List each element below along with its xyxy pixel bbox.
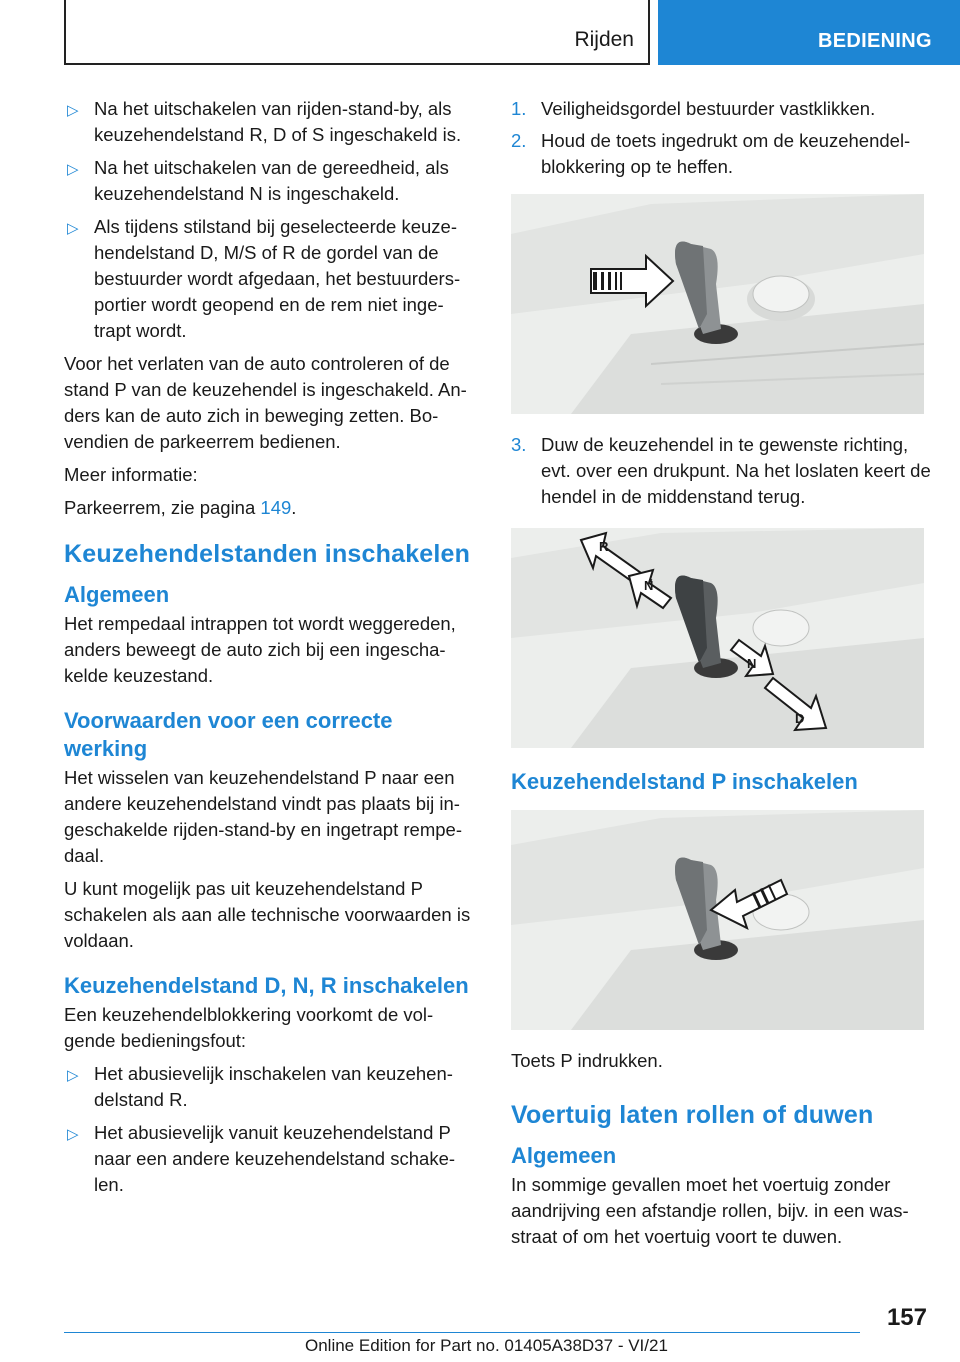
gear-lever-unlock-illustration — [511, 194, 924, 414]
list-item: ▷ Het abusievelijk inschakelen van keuzehen-delstand R. — [67, 1063, 453, 1110]
page-link[interactable]: 149 — [260, 497, 292, 518]
list-item: ▷ Na het uitschakelen van rijden-stand-by, als keuzehendelstand R, D of S ingeschakeld is. — [67, 98, 462, 145]
list-item: ▷ Na het uitschakelen van de gereedheid, als keuzehendelstand N is ingeschakeld. — [67, 157, 449, 204]
paragraph: Het wisselen van keuzehendelstand P naar een andere keuzehendelstand vindt pas plaats bij in-geschakelde rijden-stand-by en ingetrapt rempe-daal. — [64, 767, 462, 866]
gear-label-n-lower: N — [747, 656, 757, 671]
right-column — [511, 96, 931, 1257]
header-chapter-title: BEDIENING — [818, 30, 932, 52]
section-heading: Keuzehendelstanden inschakelen — [64, 540, 471, 568]
step-item: 2. Houd de toets ingedrukt om de keuzehendel-blokkering op te heffen. — [511, 130, 911, 177]
paragraph: Het rempedaal intrappen tot wordt weggereden, anders beweegt de auto zich bij een ingescha-kelde keuzestand. — [64, 613, 456, 686]
paragraph: U kunt mogelijk pas uit keuzehendelstand P schakelen als aan alle technische voorwaarden is voldaan. — [64, 878, 471, 951]
triangle-bullet-icon: ▷ — [67, 1126, 79, 1143]
subsection-heading: Keuzehendelstand P inschakelen — [511, 769, 858, 794]
list-item: ▷ Het abusievelijk vanuit keuzehendelstand P naar een andere keuzehendelstand schake-len. — [67, 1122, 456, 1195]
cross-reference: Parkeerrem, zie pagina 149. — [64, 497, 297, 518]
paragraph: Meer informatie: — [64, 464, 198, 485]
park-button-illustration — [511, 810, 924, 1030]
page-number: 157 — [886, 1304, 927, 1331]
footer-divider — [64, 1332, 860, 1333]
list-item: ▷ Als tijdens stilstand bij geselecteerde keuze-hendelstand D, M/S of R de gordel van de bestuurder wordt afgedaan, het bestuurders-portier wordt geopend en de rem niet inge-trapt wordt. — [67, 216, 461, 341]
subsection-heading: Algemeen — [511, 1143, 617, 1168]
triangle-bullet-icon: ▷ — [67, 220, 79, 237]
paragraph: In sommige gevallen moet het voertuig zonder aandrijving een afstandje rollen, bijv. in een was-straat of om het voertuig voort te duwen. — [511, 1174, 909, 1247]
triangle-bullet-icon: ▷ — [67, 102, 79, 119]
left-column — [64, 96, 480, 1205]
step-item: 1. Veiligheidsgordel bestuurder vastklikken. — [511, 98, 876, 119]
paragraph: Een keuzehendelblokkering voorkomt de vol-gende bedieningsfout: — [64, 1004, 434, 1051]
gear-label-n-upper: N — [644, 578, 654, 593]
header-section-title: Rijden — [574, 28, 634, 51]
header-chapter-tab — [658, 0, 960, 65]
subsection-heading: Voorwaarden voor een correcte werking — [64, 708, 393, 761]
footer-edition: Online Edition for Part no. 01405A38D37 - VI/21 — [305, 1336, 668, 1355]
paragraph: Voor het verlaten van de auto controleren of de stand P van de keuzehendel is ingeschakeld. An-ders kan de auto zich in beweging zetten. Bo-vendien de parkeerrem bedienen. — [64, 353, 467, 452]
subsection-heading: Keuzehendelstand D, N, R inschakelen — [64, 973, 469, 998]
section-heading: Voertuig laten rollen of duwen — [511, 1101, 874, 1129]
triangle-bullet-icon: ▷ — [67, 161, 79, 178]
subsection-heading: Algemeen — [64, 582, 170, 607]
header-section-box — [64, 0, 650, 65]
step-item: 3. Duw de keuzehendel in te gewenste richting, evt. over een drukpunt. Na het loslaten keert de hendel in de middenstand terug. — [511, 434, 931, 507]
figure-caption: Toets P indrukken. — [511, 1050, 663, 1071]
gear-label-d: D — [795, 711, 805, 726]
gear-positions-illustration — [511, 528, 924, 748]
gear-label-r: R — [599, 539, 609, 554]
triangle-bullet-icon: ▷ — [67, 1067, 79, 1084]
